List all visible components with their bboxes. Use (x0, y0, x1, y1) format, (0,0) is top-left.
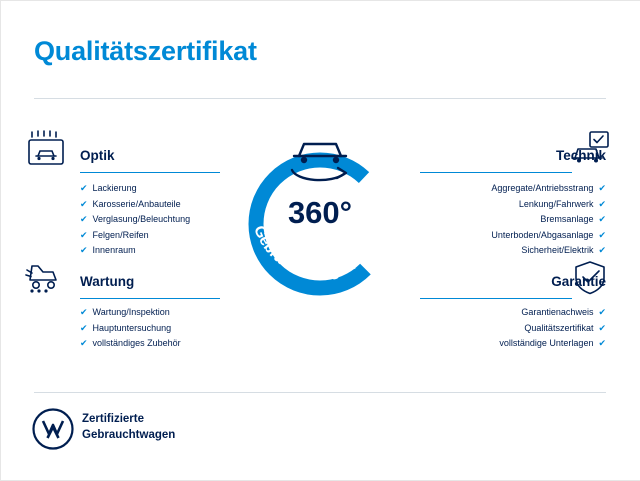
check-icon: ✔ (598, 307, 606, 318)
list-item (80, 181, 190, 197)
wartung-underline (80, 298, 220, 299)
section-heading-garantie: Garantie (551, 274, 606, 289)
list-item (80, 321, 181, 337)
list-item-label: Hauptuntersuchung (92, 322, 172, 333)
list-item-label: Qualitätszertifikat (524, 322, 594, 333)
check-icon: ✔ (80, 214, 88, 225)
check-icon: ✔ (80, 245, 88, 256)
list-item-label: Sicherheit/Elektrik (521, 245, 594, 255)
check-icon: ✔ (598, 214, 606, 225)
list-item-label: Wartung/Inspektion (92, 307, 170, 317)
check-icon: ✔ (80, 338, 88, 349)
list-item (80, 228, 190, 244)
check-icon: ✔ (598, 322, 606, 333)
section-heading-optik: Optik (80, 148, 115, 163)
list-item (80, 212, 190, 228)
list-item (356, 336, 606, 352)
list-item (80, 197, 190, 213)
title-divider (34, 98, 606, 99)
list-item (80, 305, 181, 321)
list-item (356, 321, 606, 337)
list-item-label: Aggregate/Antriebsstrang (491, 183, 594, 193)
check-icon: ✔ (598, 183, 606, 194)
check-icon: ✔ (80, 229, 88, 240)
vw-logo (32, 408, 74, 450)
car-service-icon (24, 258, 70, 298)
technik-underline (420, 172, 572, 173)
list-item-label: Garantienachweis (521, 307, 594, 317)
list-item-label: vollständige Unterlagen (499, 338, 594, 348)
list-item-label: Karosserie/Anbauteile (92, 198, 181, 209)
optik-list (80, 181, 190, 259)
list-item-label: Felgen/Reifen (92, 229, 149, 240)
check-badge (226, 114, 414, 302)
list-item-label: vollständiges Zubehör (92, 338, 181, 348)
footer-text (82, 411, 175, 443)
section-heading-technik: Technik (555, 148, 606, 163)
wartung-list (80, 305, 181, 352)
list-item-label: Innenraum (92, 245, 136, 255)
optik-underline (80, 172, 220, 173)
list-item-label: Lackierung (92, 183, 137, 193)
list-item-label: Lenkung/Fahrwerk (518, 198, 594, 209)
footer-line-2: Gebrauchtwagen (82, 429, 176, 441)
footer-divider (34, 392, 606, 393)
garantie-list (356, 305, 606, 352)
section-heading-wartung: Wartung (80, 274, 135, 289)
car-wash-icon (26, 130, 70, 170)
check-icon: ✔ (598, 245, 606, 256)
check-icon: ✔ (598, 229, 606, 240)
garantie-underline (420, 298, 572, 299)
check-icon: ✔ (598, 198, 606, 209)
footer-line-1: Zertifizierte (82, 413, 144, 425)
check-icon: ✔ (80, 183, 88, 194)
list-item (80, 243, 190, 259)
list-item-label: Unterboden/Abgasanlage (491, 229, 594, 240)
svg-text:Gebrauchtwagen-Check: Gebrauchtwagen-Check (250, 223, 392, 282)
list-item (356, 305, 606, 321)
page-title: Qualitätszertifikat (34, 36, 257, 66)
degrees-label: 360° (287, 195, 353, 230)
check-icon: ✔ (80, 198, 88, 209)
list-item (80, 336, 181, 352)
check-icon: ✔ (598, 338, 606, 349)
check-icon: ✔ (80, 307, 88, 318)
list-item-label: Bremsanlage (540, 214, 594, 224)
list-item-label: Verglasung/Beleuchtung (92, 214, 191, 224)
check-icon: ✔ (80, 322, 88, 333)
